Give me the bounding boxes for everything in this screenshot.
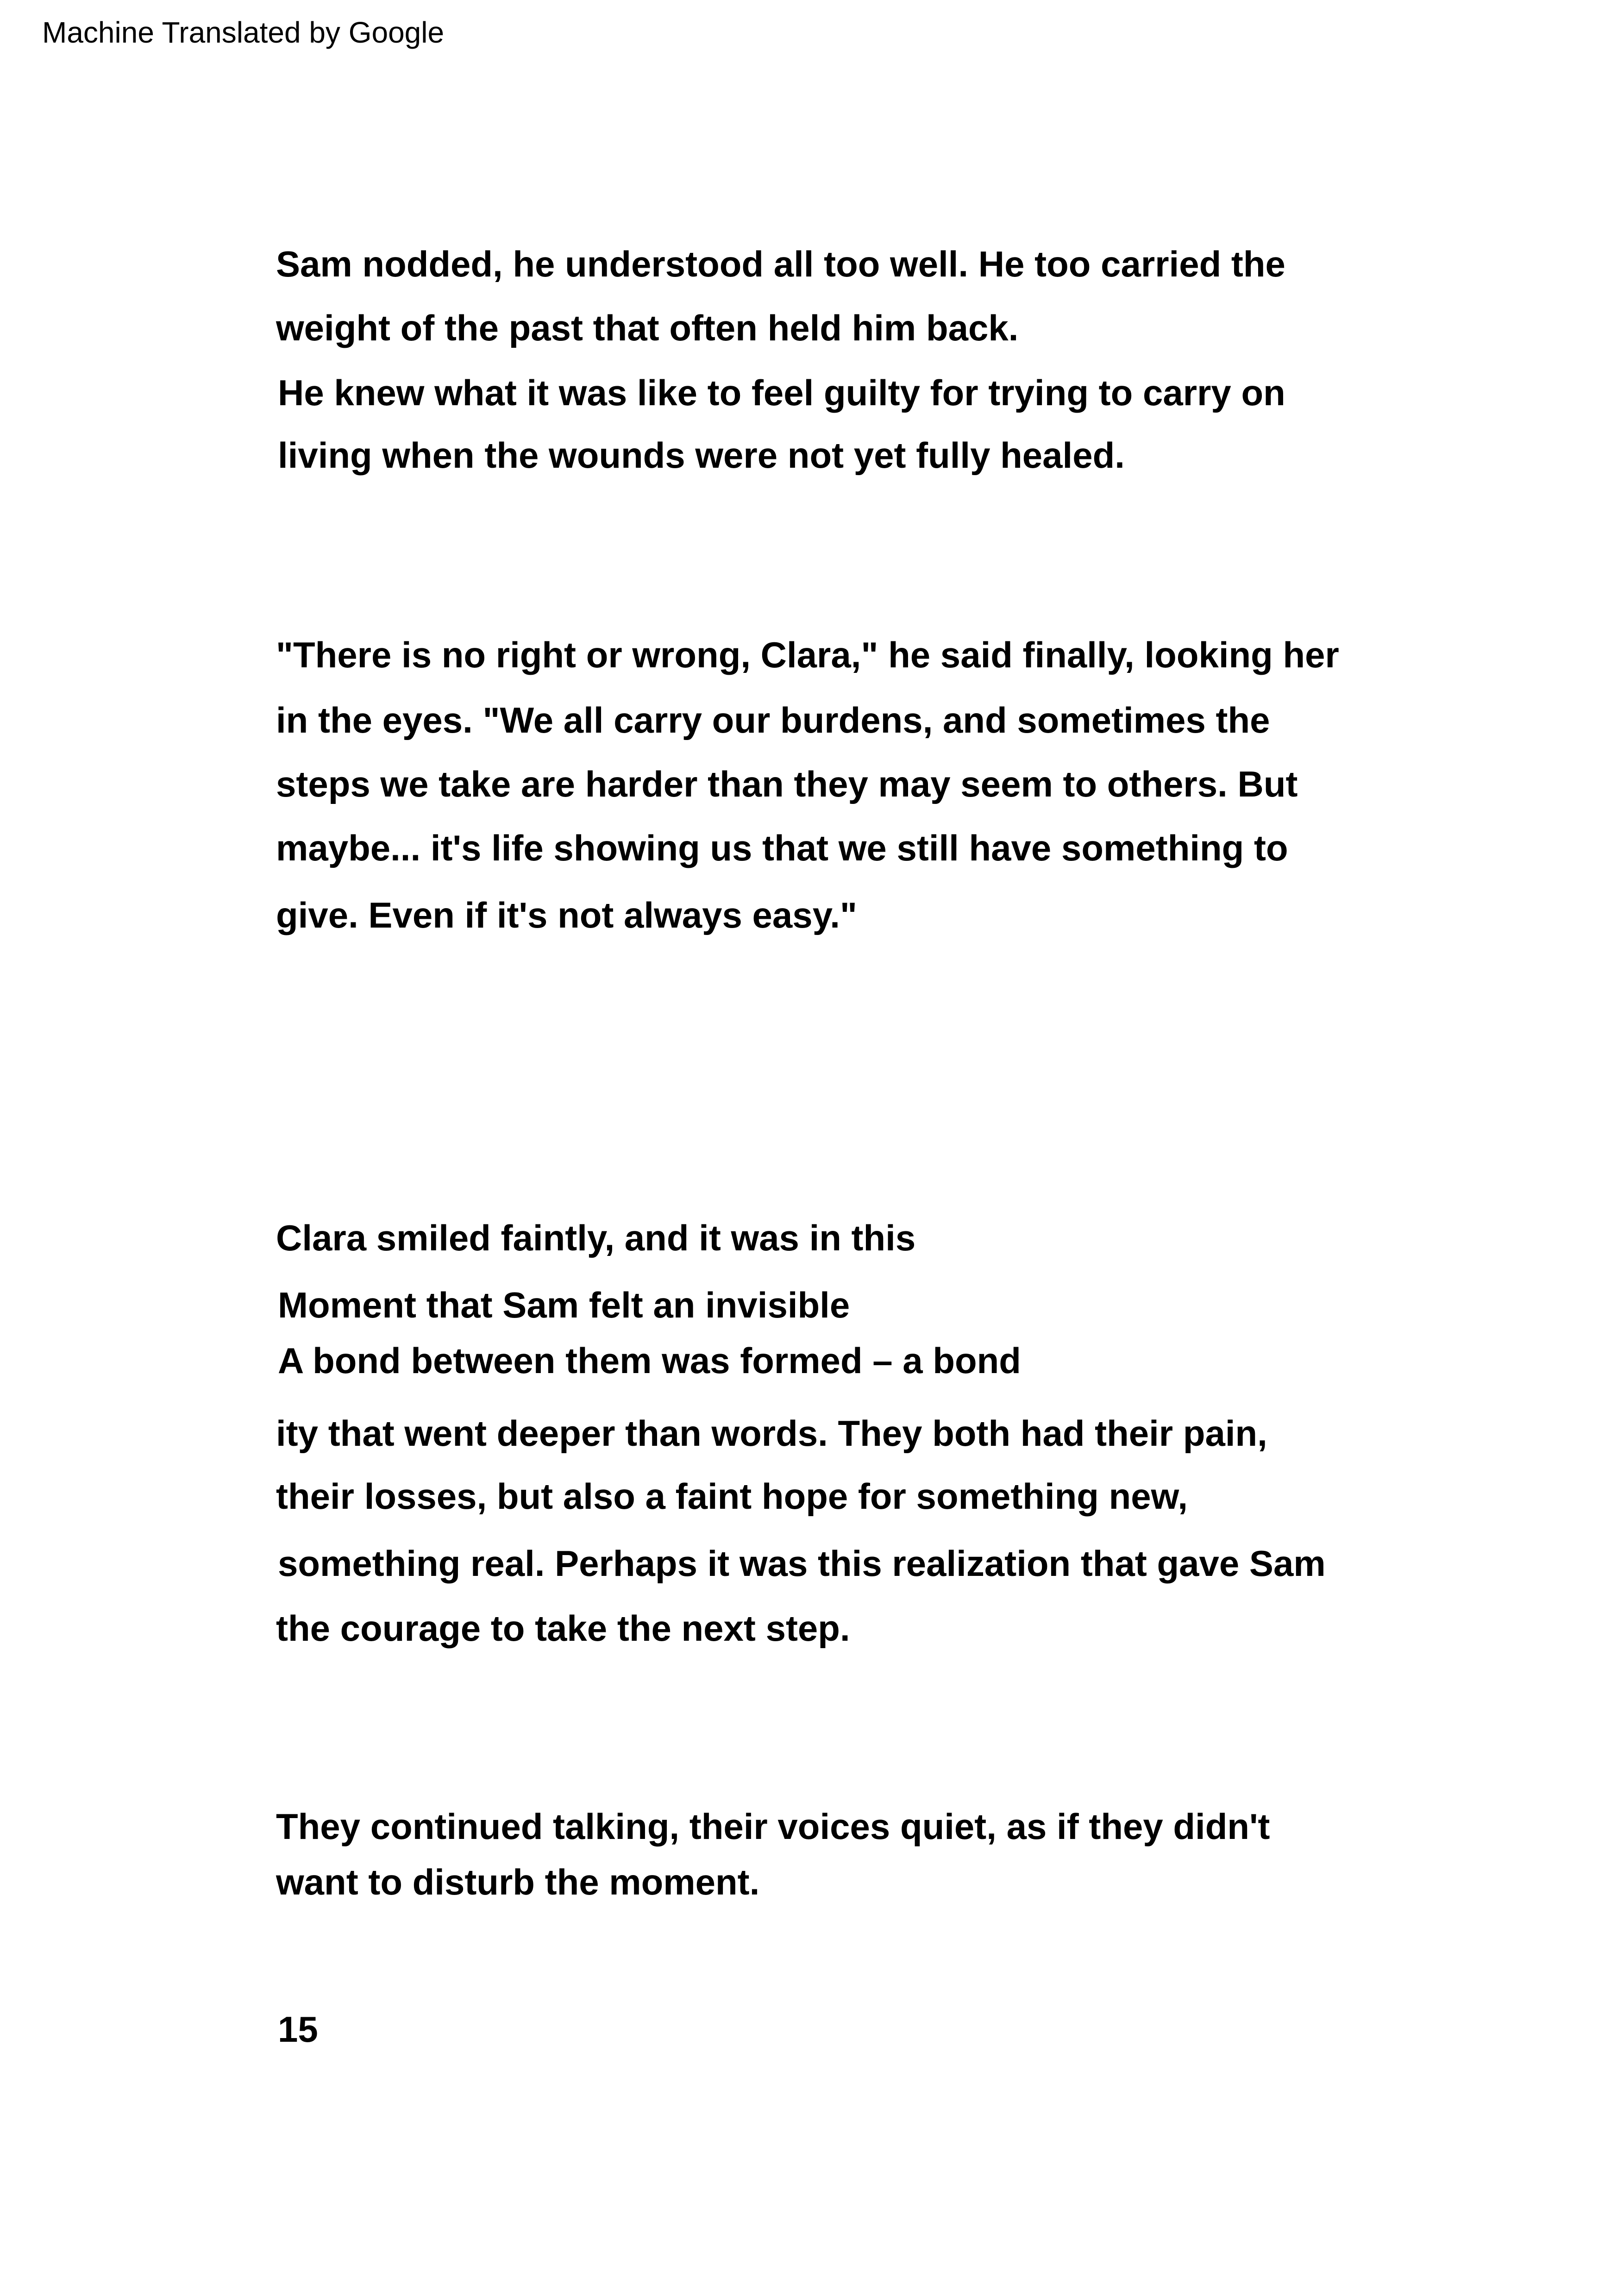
paragraph-line: weight of the past that often held him back. (276, 307, 1019, 348)
paragraph-line: something real. Perhaps it was this realization that gave Sam (278, 1543, 1326, 1584)
paragraph-line: give. Even if it's not always easy." (276, 895, 857, 935)
machine-translation-header: Machine Translated by Google (42, 16, 445, 49)
paragraph-line: maybe... it's life showing us that we still have something to (276, 828, 1288, 868)
paragraph-line: "There is no right or wrong, Clara," he said finally, looking her (276, 634, 1339, 675)
paragraph-line: He knew what it was like to feel guilty for trying to carry on (278, 372, 1285, 413)
paragraph-line: ity that went deeper than words. They both had their pain, (276, 1413, 1267, 1454)
paragraph-line: Sam nodded, he understood all too well. He too carried the (276, 244, 1285, 284)
paragraph-line: the courage to take the next step. (276, 1608, 850, 1649)
paragraph-line: steps we take are harder than they may seem to others. But (276, 764, 1298, 804)
paragraph-line: Clara smiled faintly, and it was in this (276, 1217, 916, 1258)
paragraph-line: A bond between them was formed – a bond (278, 1340, 1021, 1381)
paragraph-line: Moment that Sam felt an invisible (278, 1285, 850, 1325)
paragraph-line: their losses, but also a faint hope for something new, (276, 1476, 1188, 1517)
page-number: 15 (278, 2009, 318, 2050)
paragraph-line: living when the wounds were not yet fully healed. (278, 435, 1125, 476)
paragraph-line: want to disturb the moment. (276, 1862, 760, 1902)
paragraph-line: They continued talking, their voices quiet, as if they didn't (276, 1806, 1270, 1847)
paragraph-line: in the eyes. "We all carry our burdens, and sometimes the (276, 700, 1270, 740)
